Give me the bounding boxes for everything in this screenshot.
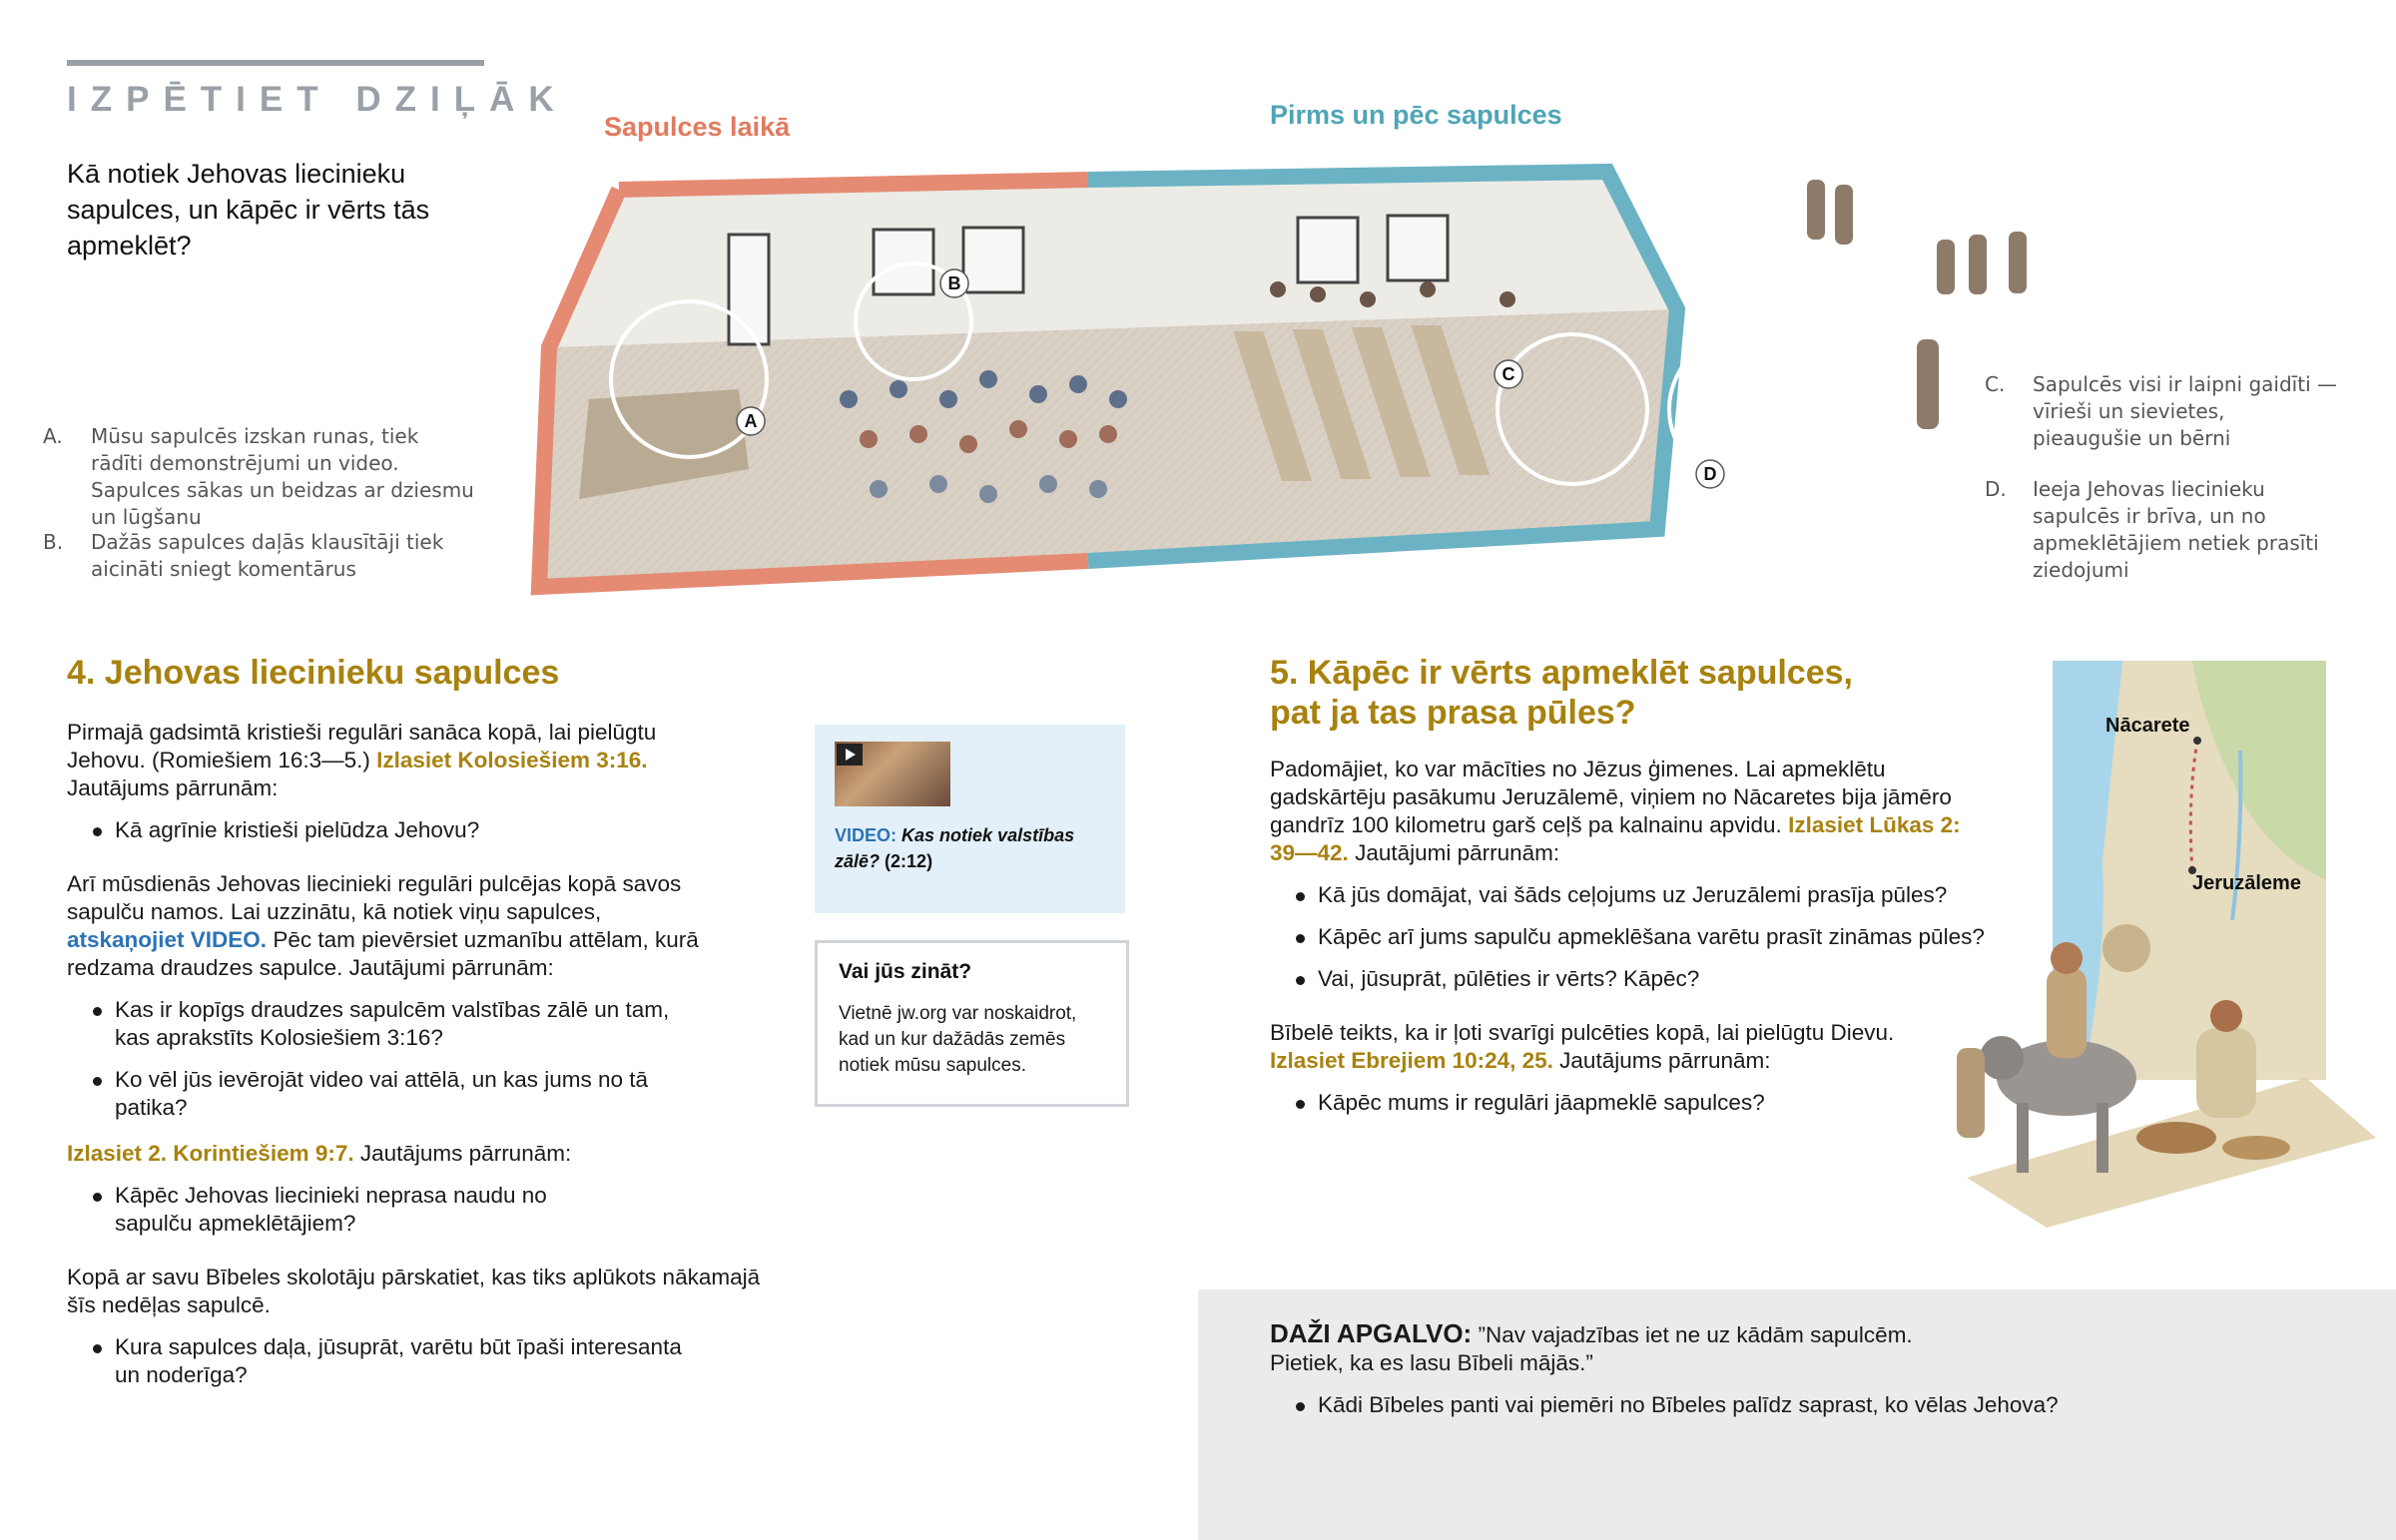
link-ebrejiem[interactable]: Izlasiet Ebrejiem 10:24, 25. <box>1270 1048 1553 1073</box>
some-say-text <box>1270 1318 2059 1433</box>
some-say-quote: ”Nav vajadzības iet ne uz kādām sapulcēm. Pietiek, ka es lasu Bībeli mājās.” <box>1270 1322 1913 1375</box>
marker-b <box>940 269 968 297</box>
section4-body <box>67 719 761 1403</box>
nazareth-dot <box>2193 737 2201 745</box>
section5-title: 5. Kāpēc ir vērts apmeklēt sapulces, pat ja tas prasa pūles? <box>1270 654 1853 732</box>
list-item: Kāpēc arī jums sapulču apmeklēšana varētu prasīt zināmas pūles? <box>1270 923 1989 951</box>
section4-questions-1 <box>67 816 706 844</box>
marker-a <box>737 407 765 435</box>
section5-questions-1 <box>1270 881 1989 993</box>
sack <box>2102 924 2150 972</box>
some-say-label: DAŽI APGALVO: <box>1270 1318 1473 1348</box>
svg-text:C: C <box>1501 364 1515 384</box>
label-before-after-meeting: Pirms un pēc sapulces <box>1270 100 1562 130</box>
section4-paragraph-1: Pirmajā gadsimtā kristieši regulāri sanāca kopā, lai pielūgtu Jehovu. (Romiešiem 16:3—5.) Izlasiet Kolosiešiem 3:16. Jautājums pārrunām: <box>67 720 657 800</box>
map-label-nazareth: Nācarete <box>2105 715 2190 737</box>
list-item: Kāpēc Jehovas liecinieki neprasa naudu no sapulču apmeklētājiem? <box>67 1182 626 1238</box>
header-rule <box>67 60 484 66</box>
svg-text:D: D <box>1703 464 1717 484</box>
section4-paragraph-3: Izlasiet 2. Korintiešiem 9:7. Jautājums pārrunām: <box>67 1141 572 1166</box>
people-outside <box>1807 180 2027 429</box>
kingdom-hall-illustration <box>519 100 2037 619</box>
section5-questions-2 <box>1270 1089 1989 1117</box>
woman <box>2196 1028 2256 1118</box>
play-video-link[interactable]: atskaņojiet VIDEO. <box>67 927 268 952</box>
section4-paragraph-4: Kopā ar savu Bībeles skolotāju pārskatiet, kas tiks aplūkots nākamajā šīs nedēļas sapulcē. <box>67 1265 761 1317</box>
section5-body <box>1270 756 1989 1131</box>
svg-text:B: B <box>947 273 961 293</box>
did-you-know-title: Vai jūs zināt? <box>839 960 972 983</box>
section4-questions-4 <box>67 1333 706 1389</box>
svg-text:A: A <box>744 411 758 431</box>
marker-c <box>1495 360 1522 388</box>
link-kolosiesiem[interactable]: Izlasiet Kolosiešiem 3:16. <box>376 748 648 772</box>
caption-a: A. Mūsu sapulcēs izskan runas, tiek rādīti demonstrējumi un video. Sapulces sākas un beidzas ar dziesmu un lūgšanu <box>43 424 474 529</box>
section5-paragraph-2: Bībelē teikts, ka ir ļoti svarīgi pulcēties kopā, lai pielūgtu Dievu. Izlasiet Ebrejiem 10:24, 25. Jautājums pārrunām: <box>1270 1020 1895 1073</box>
travelers-illustration <box>1927 878 2376 1228</box>
section5-paragraph-1: Padomājiet, ko var mācīties no Jēzus ģimenes. Lai apmeklētu gadskārtēju pasākumu Jeruzālemē, viņiem no Nācaretes bija jāmēro gandrīz 100 kilometru garš ceļš pa kalnainu apvidu. Izlasiet Lūkas 2: 39—42. Jautājumi pārrunām: <box>1270 757 1961 865</box>
section4-questions-3 <box>67 1182 626 1238</box>
section4-paragraph-2: Arī mūsdienās Jehovas liecinieki regulāri pulcējas kopā savos sapulču namos. Lai uzzinātu, kā notiek viņu sapulces, atskaņojiet VIDEO. Pēc tam pievērsiet uzmanību attēlam, kurā redzama draudzes sapulce. Jautājumi pārrunām: <box>67 871 699 980</box>
list-item: Kāpēc mums ir regulāri jāapmeklē sapulces? <box>1270 1089 1989 1117</box>
list-item: Kā agrīnie kristieši pielūdza Jehovu? <box>67 816 706 844</box>
section4-title: 4. Jehovas liecinieku sapulces <box>67 654 560 692</box>
caption-d: D. Ieeja Jehovas liecinieku sapulcēs ir brīva, un no apmeklētājiem netiek prasīti ziedojumi <box>1985 477 2319 582</box>
list-item: Kādi Bībeles panti vai piemēri no Bībeles palīdz saprast, ko vēlas Jehova? <box>1270 1391 2168 1419</box>
basket <box>2136 1122 2216 1154</box>
list-item: Kas ir kopīgs draudzes sapulcēm valstības zālē un tam, kas aprakstīts Kolosiešiem 3:16? <box>67 996 686 1052</box>
rider <box>2047 968 2087 1058</box>
page-title: IZPĒTIET DZIĻĀK <box>67 80 568 119</box>
caption-b: B. Dažās sapulces daļās klausītāji tiek aicināti sniegt komentārus <box>43 530 444 581</box>
list-item: Vai, jūsuprāt, pūlēties ir vērts? Kāpēc? <box>1270 965 1989 993</box>
map-label-jerusalem: Jeruzāleme <box>2192 872 2301 894</box>
video-caption[interactable]: VIDEO: Kas notiek valstības zālē? (2:12) <box>835 825 1075 871</box>
label-during-meeting: Sapulces laikā <box>604 112 791 142</box>
intro-question: Kā notiek Jehovas liecinieku sapulces, un kāpēc ir vērts tās apmeklēt? <box>67 159 430 260</box>
list-item: Kura sapulces daļa, jūsuprāt, varētu būt īpaši interesanta un noderīga? <box>67 1333 706 1389</box>
did-you-know-text: Vietnē jw.org var noskaidrot, kad un kur dažādās zemēs notiek mūsu sapulces. <box>839 1003 1077 1076</box>
child <box>1957 1048 1985 1138</box>
section4-questions-2 <box>67 996 686 1122</box>
link-korintiesiem[interactable]: Izlasiet 2. Korintiešiem 9:7. <box>67 1141 354 1166</box>
link-lukas[interactable]: Izlasiet Lūkas 2: 39—42. <box>1270 812 1961 865</box>
caption-c: C. Sapulcēs visi ir laipni gaidīti — vīrieši un sievietes, pieaugušie un bērni <box>1985 372 2337 450</box>
list-item: Ko vēl jūs ievērojāt video vai attēlā, un kas jums no tā patika? <box>67 1066 686 1122</box>
play-icon[interactable] <box>837 744 863 766</box>
some-say-questions <box>1270 1391 2168 1419</box>
list-item: Kā jūs domājat, vai šāds ceļojums uz Jeruzālemi prasīja pūles? <box>1270 881 1989 909</box>
marker-d <box>1696 460 1724 488</box>
